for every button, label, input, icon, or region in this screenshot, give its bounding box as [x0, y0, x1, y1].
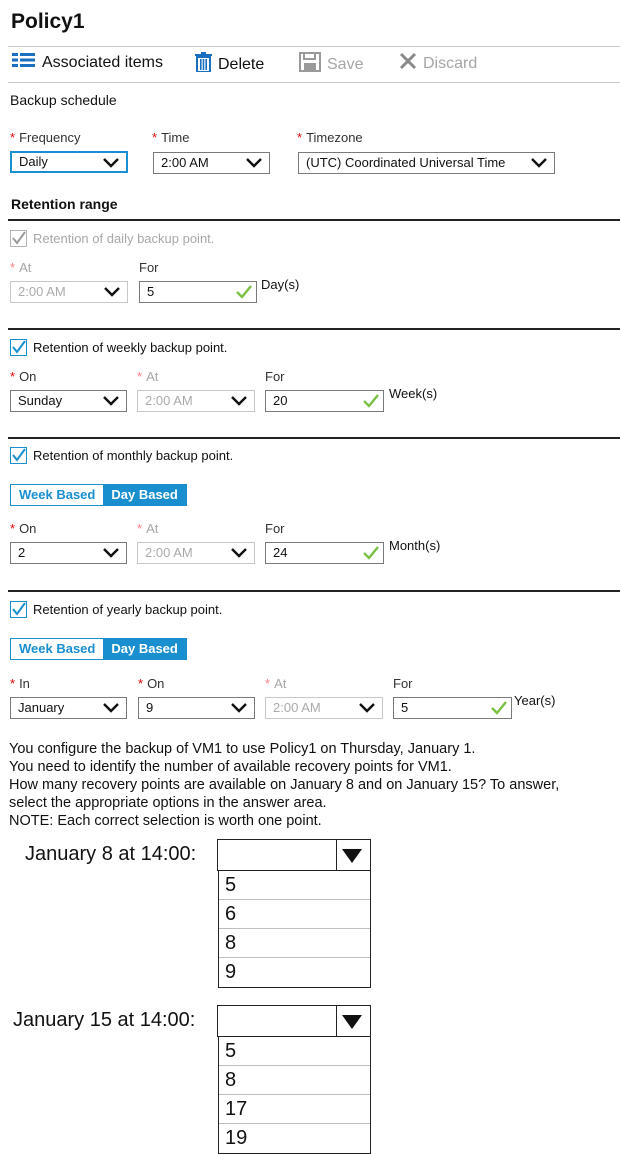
- triangle-down-icon: [342, 849, 362, 863]
- frequency-select[interactable]: [10, 151, 128, 173]
- yearly-on-label: * On: [138, 676, 165, 691]
- yearly-unit: Year(s): [514, 693, 556, 708]
- checkbox-checked-icon: [10, 601, 27, 618]
- weekly-for-label: For: [265, 369, 285, 384]
- weekly-at-value: 2:00 AM: [145, 393, 193, 408]
- weekly-on-value: Sunday: [18, 393, 63, 408]
- yearly-on-select[interactable]: [138, 697, 255, 719]
- monthly-basis-toggle: [10, 484, 187, 506]
- yearly-retention-label: Retention of yearly backup point.: [33, 602, 223, 617]
- monthly-for-label: For: [265, 521, 285, 536]
- triangle-down-icon: [342, 1015, 362, 1029]
- backup-schedule-heading: Backup schedule: [10, 92, 117, 108]
- save-button[interactable]: [299, 52, 363, 77]
- timezone-select[interactable]: [298, 152, 555, 174]
- timezone-label: * Timezone: [297, 130, 363, 145]
- jan8-options-list: [218, 870, 371, 988]
- dropdown-separator: [336, 840, 337, 870]
- weekly-for-input[interactable]: [265, 390, 384, 412]
- jan8-answer-label: January 8 at 14:00:: [25, 843, 197, 865]
- monthly-day-based-option[interactable]: Day Based: [103, 485, 185, 505]
- daily-for-value: 5: [147, 284, 155, 299]
- chevron-down-icon: [231, 702, 247, 714]
- question-line: select the appropriate options in the answer area.: [9, 795, 327, 811]
- frequency-value: Daily: [19, 154, 48, 169]
- monthly-on-label-text: On: [19, 521, 37, 536]
- associated-items-button[interactable]: [12, 52, 163, 73]
- chevron-down-icon: [103, 547, 119, 559]
- checkbox-checked-icon: [10, 230, 27, 247]
- time-label-text: Time: [161, 130, 190, 145]
- weekly-at-select[interactable]: [137, 390, 255, 412]
- dropdown-separator: [336, 1006, 337, 1036]
- yearly-at-label: * At: [265, 676, 287, 691]
- jan15-option[interactable]: 5: [219, 1037, 370, 1066]
- trash-icon: [195, 52, 212, 77]
- jan8-option[interactable]: 6: [219, 900, 370, 929]
- timezone-value: (UTC) Coordinated Universal Time: [306, 155, 506, 170]
- question-line: NOTE: Each correct selection is worth one point.: [9, 813, 322, 829]
- question-line: You need to identify the number of available recovery points for VM1.: [9, 759, 452, 775]
- chevron-down-icon: [246, 157, 262, 169]
- weekly-for-value: 20: [273, 393, 288, 408]
- monthly-for-value: 24: [273, 545, 288, 560]
- question-text: [9, 740, 614, 830]
- list-icon: [12, 52, 36, 73]
- floppy-disk-icon: [299, 52, 321, 77]
- daily-unit: Day(s): [261, 277, 300, 292]
- daily-for-input[interactable]: [139, 281, 257, 303]
- discard-label: Discard: [423, 54, 478, 72]
- jan15-options-list: [218, 1036, 371, 1154]
- time-select[interactable]: [153, 152, 270, 174]
- page-title: Policy1: [11, 10, 85, 33]
- daily-at-value: 2:00 AM: [18, 284, 66, 299]
- discard-button[interactable]: [399, 52, 477, 75]
- checkbox-checked-icon: [10, 447, 27, 464]
- chevron-down-icon: [103, 395, 119, 407]
- monthly-retention-checkbox[interactable]: [10, 447, 233, 464]
- weekly-on-label: * On: [10, 369, 37, 384]
- yearly-on-value: 9: [146, 700, 154, 715]
- jan15-answer-label: January 15 at 14:00:: [13, 1009, 196, 1031]
- weekly-at-label: * At: [137, 369, 159, 384]
- retention-divider: [8, 219, 620, 221]
- yearly-for-label: For: [393, 676, 413, 691]
- daily-retention-checkbox[interactable]: [10, 230, 214, 247]
- daily-at-label-text: At: [19, 260, 32, 275]
- weekly-retention-label: Retention of weekly backup point.: [33, 340, 228, 355]
- yearly-in-value: January: [18, 700, 65, 715]
- monthly-retention-label: Retention of monthly backup point.: [33, 448, 234, 463]
- chevron-down-icon: [103, 702, 119, 714]
- associated-items-label: Associated items: [42, 53, 163, 71]
- yearly-for-value: 5: [401, 700, 409, 715]
- yearly-divider: [8, 590, 620, 592]
- chevron-down-icon: [231, 547, 247, 559]
- close-icon: [399, 52, 417, 75]
- checkbox-checked-icon: [10, 339, 27, 356]
- retention-range-heading: Retention range: [11, 196, 118, 212]
- toolbar-divider: [8, 82, 620, 83]
- weekly-unit: Week(s): [389, 386, 438, 401]
- daily-retention-label: Retention of daily backup point.: [33, 231, 215, 246]
- yearly-in-label: * In: [10, 676, 30, 691]
- weekly-on-label-text: On: [19, 369, 37, 384]
- yearly-on-label-text: On: [147, 676, 165, 691]
- question-line: You configure the backup of VM1 to use Policy1 on Thursday, January 1.: [9, 741, 476, 757]
- jan8-option[interactable]: 8: [219, 929, 370, 958]
- yearly-at-value: 2:00 AM: [273, 700, 321, 715]
- monthly-at-label-text: At: [146, 521, 159, 536]
- yearly-in-label-text: In: [19, 676, 30, 691]
- monthly-on-value: 2: [18, 545, 26, 560]
- daily-at-select[interactable]: [10, 281, 128, 303]
- monthly-at-value: 2:00 AM: [145, 545, 193, 560]
- yearly-at-select[interactable]: [265, 697, 383, 719]
- monthly-for-input[interactable]: [265, 542, 384, 564]
- jan8-option[interactable]: 5: [219, 871, 370, 900]
- chevron-down-icon: [103, 157, 119, 169]
- yearly-day-based-option[interactable]: Day Based: [103, 639, 185, 659]
- yearly-at-label-text: At: [274, 676, 287, 691]
- monthly-on-select[interactable]: [10, 542, 127, 564]
- frequency-label: * Frequency: [10, 130, 81, 145]
- daily-at-label: * At: [10, 260, 32, 275]
- checkmark-icon: [236, 285, 252, 299]
- time-value: 2:00 AM: [161, 155, 209, 170]
- monthly-week-based-option[interactable]: Week Based: [11, 485, 103, 505]
- yearly-basis-toggle: [10, 638, 187, 660]
- yearly-for-input[interactable]: [393, 697, 512, 719]
- jan8-answer-dropdown[interactable]: [217, 839, 371, 871]
- yearly-week-based-option[interactable]: Week Based: [11, 639, 103, 659]
- monthly-on-label: * On: [10, 521, 37, 536]
- monthly-divider: [8, 437, 620, 439]
- chevron-down-icon: [104, 286, 120, 298]
- question-line: How many recovery points are available on January 8 and on January 15? To answer,: [9, 777, 560, 793]
- weekly-on-select[interactable]: [10, 390, 127, 412]
- title-divider: [8, 46, 620, 47]
- delete-label: Delete: [218, 55, 265, 73]
- yearly-in-select[interactable]: [10, 697, 127, 719]
- yearly-retention-checkbox[interactable]: [10, 601, 222, 618]
- delete-button[interactable]: [195, 52, 264, 77]
- jan15-option[interactable]: 8: [219, 1066, 370, 1095]
- weekly-divider: [8, 328, 620, 330]
- daily-for-label: For: [139, 260, 159, 275]
- weekly-at-label-text: At: [146, 369, 159, 384]
- chevron-down-icon: [531, 157, 547, 169]
- jan15-option[interactable]: 17: [219, 1095, 370, 1124]
- monthly-at-select[interactable]: [137, 542, 255, 564]
- checkmark-icon: [491, 701, 507, 715]
- frequency-label-text: Frequency: [19, 130, 81, 145]
- monthly-at-label: * At: [137, 521, 159, 536]
- checkmark-icon: [363, 546, 379, 560]
- chevron-down-icon: [231, 395, 247, 407]
- jan15-option[interactable]: 19: [225, 1127, 248, 1149]
- monthly-unit: Month(s): [389, 538, 441, 553]
- checkmark-icon: [363, 394, 379, 408]
- weekly-retention-checkbox[interactable]: [10, 339, 227, 356]
- chevron-down-icon: [359, 702, 375, 714]
- jan8-option[interactable]: 9: [225, 961, 237, 983]
- save-label: Save: [327, 55, 364, 73]
- timezone-label-text: Timezone: [306, 130, 363, 145]
- time-label: * Time: [152, 130, 190, 145]
- jan15-answer-dropdown[interactable]: [217, 1005, 371, 1037]
